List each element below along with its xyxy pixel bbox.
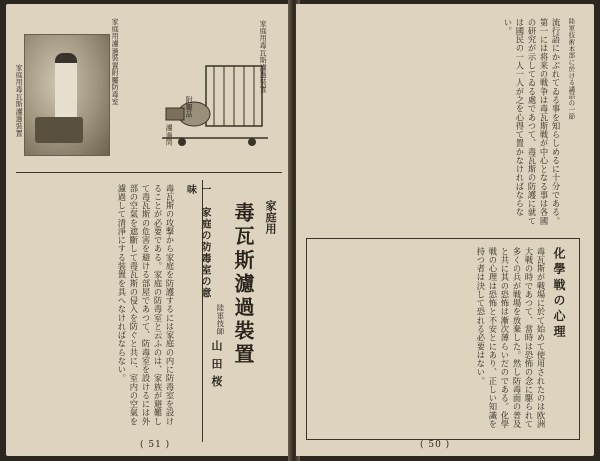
photo-caption: 家庭用濾過裝置附屬防毒室 <box>111 18 120 106</box>
page-number-right: ( 50 ) <box>420 440 451 450</box>
left-page <box>6 4 292 456</box>
box-title: 化學戦の心理 <box>552 247 566 341</box>
aside-caption: 陸軍技術本部に於ける講話の一節 <box>567 18 576 120</box>
page-number-left: ( 51 ) <box>140 440 171 450</box>
device-caption: 家庭用毒瓦斯濾過裝置 <box>259 20 268 93</box>
series-label: 家庭用 <box>263 200 277 235</box>
person-figure <box>55 53 77 123</box>
left-body-text: 毒瓦斯の攻撃から家庭を防護するには家庭の内に防毒室を設けることが必要である。家庭の防毒室と云ふのは、家族が避難して毒瓦斯の危害を避ける部屋であつて、防毒室を設けるには外部の空氣を遮斷して毒瓦斯の侵入を防ぐと共に、室内の空氣を濾過して清淨にする装置を具へなければならない。 <box>116 184 175 426</box>
box-text: 毒瓦斯が戦場に於て始めて使用されたのは欧洲大戦の時であつて、當時は恐怖の念に駆られて多くの兵が戦場を放棄した。然し防毒面の普及と共に其の恐怖は漸次薄らいだのである。化學戦の心理は恐怖と不安とにあり、正しい知識を持つ者は決して恐れる必要はない。 <box>475 247 546 429</box>
author-name: 山田桜 <box>209 340 223 393</box>
device-label-1: 附屬品 <box>185 96 194 118</box>
photo-caption-side: 家庭用毒瓦斯濾過裝置 <box>15 64 24 137</box>
device-label-2: 濾過筒 <box>165 124 174 146</box>
right-page <box>296 4 594 456</box>
photo-figure <box>24 34 110 156</box>
section-heading: 一 家庭の防毒室の意味 <box>184 184 210 299</box>
article-title: 毒瓦斯濾過裝置 <box>231 202 255 368</box>
divider <box>16 172 282 173</box>
right-top-text: 流行語にかぶれてゐる事を知らしめるに十分である。第一には将来の戦争は毒瓦斯戦が中心となる事は各國の研究が示してゐる處であつて、毒瓦斯の防護に就ては國民の一人一人が之を心得て置かなければならない。 <box>502 18 561 226</box>
author-role: 陸軍技師 <box>215 304 225 336</box>
sidebar-box <box>306 238 580 440</box>
filter-cart <box>35 117 83 143</box>
